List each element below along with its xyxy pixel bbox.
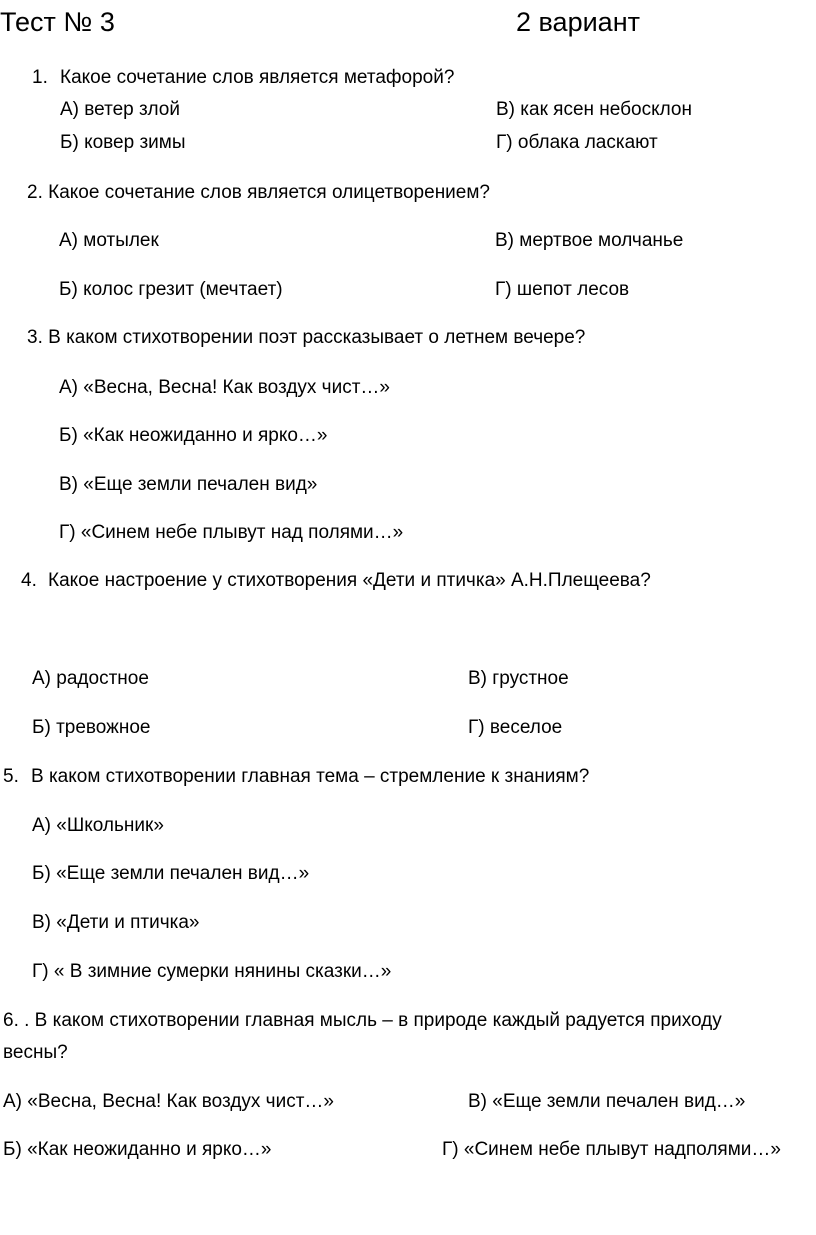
question-3-text: 3. В каком стихотворении поэт рассказывает о летнем вечере? xyxy=(27,327,586,348)
question-2-option-g: Г) шепот лесов xyxy=(495,279,630,300)
question-3-option-b: Б) «Как неожиданно и ярко…» xyxy=(59,425,328,446)
question-5-option-a: А) «Школьник» xyxy=(32,815,164,836)
variant-label: 2 вариант xyxy=(516,7,640,37)
question-3-option-a: А) «Весна, Весна! Как воздух чист…» xyxy=(59,377,390,398)
question-5-option-g: Г) « В зимние сумерки нянины сказки…» xyxy=(32,961,392,982)
question-5-option-b: Б) «Еще земли печален вид…» xyxy=(32,863,310,884)
question-6-option-b: Б) «Как неожиданно и ярко…» xyxy=(3,1139,272,1160)
question-4-option-a: А) радостное xyxy=(32,668,149,689)
question-6-text-line-1: 6. . В каком стихотворении главная мысль – в природе каждый радуется приходу xyxy=(3,1010,722,1031)
question-6-option-a: А) «Весна, Весна! Как воздух чист…» xyxy=(3,1091,334,1112)
question-2-option-a: А) мотылек xyxy=(59,230,159,251)
question-2-option-v: В) мертвое молчанье xyxy=(495,230,684,251)
question-1-option-g: Г) облака ласкают xyxy=(496,132,658,153)
question-4-option-b: Б) тревожное xyxy=(32,717,151,738)
question-5-option-v: В) «Дети и птичка» xyxy=(32,912,200,933)
question-3-option-g: Г) «Синем небе плывут над полями…» xyxy=(59,522,404,543)
question-1-option-b: Б) ковер зимы xyxy=(60,132,186,153)
question-5-text: В каком стихотворении главная тема – стремление к знаниям? xyxy=(31,766,590,787)
question-4-option-v: В) грустное xyxy=(468,668,569,689)
question-1-option-a: А) ветер злой xyxy=(60,99,180,120)
question-3-option-v: В) «Еще земли печален вид» xyxy=(59,474,318,495)
question-1-number: 1. xyxy=(32,67,48,88)
question-1-option-v: В) как ясен небосклон xyxy=(496,99,692,120)
question-4-text: Какое настроение у стихотворения «Дети и птичка» А.Н.Плещеева? xyxy=(48,570,651,591)
question-6-text-line-2: весны? xyxy=(3,1042,68,1063)
question-6-option-v: В) «Еще земли печален вид…» xyxy=(468,1091,746,1112)
test-title: Тест № 3 xyxy=(0,7,115,37)
question-4-number: 4. xyxy=(21,570,37,591)
question-6-option-g: Г) «Синем небе плывут надполями…» xyxy=(442,1139,781,1160)
question-4-option-g: Г) веселое xyxy=(468,717,563,738)
question-5-number: 5. xyxy=(3,766,19,787)
question-2-option-b: Б) колос грезит (мечтает) xyxy=(59,279,283,300)
question-1-text: Какое сочетание слов является метафорой? xyxy=(60,67,455,88)
question-2-text: 2. Какое сочетание слов является олицетворением? xyxy=(27,182,490,203)
